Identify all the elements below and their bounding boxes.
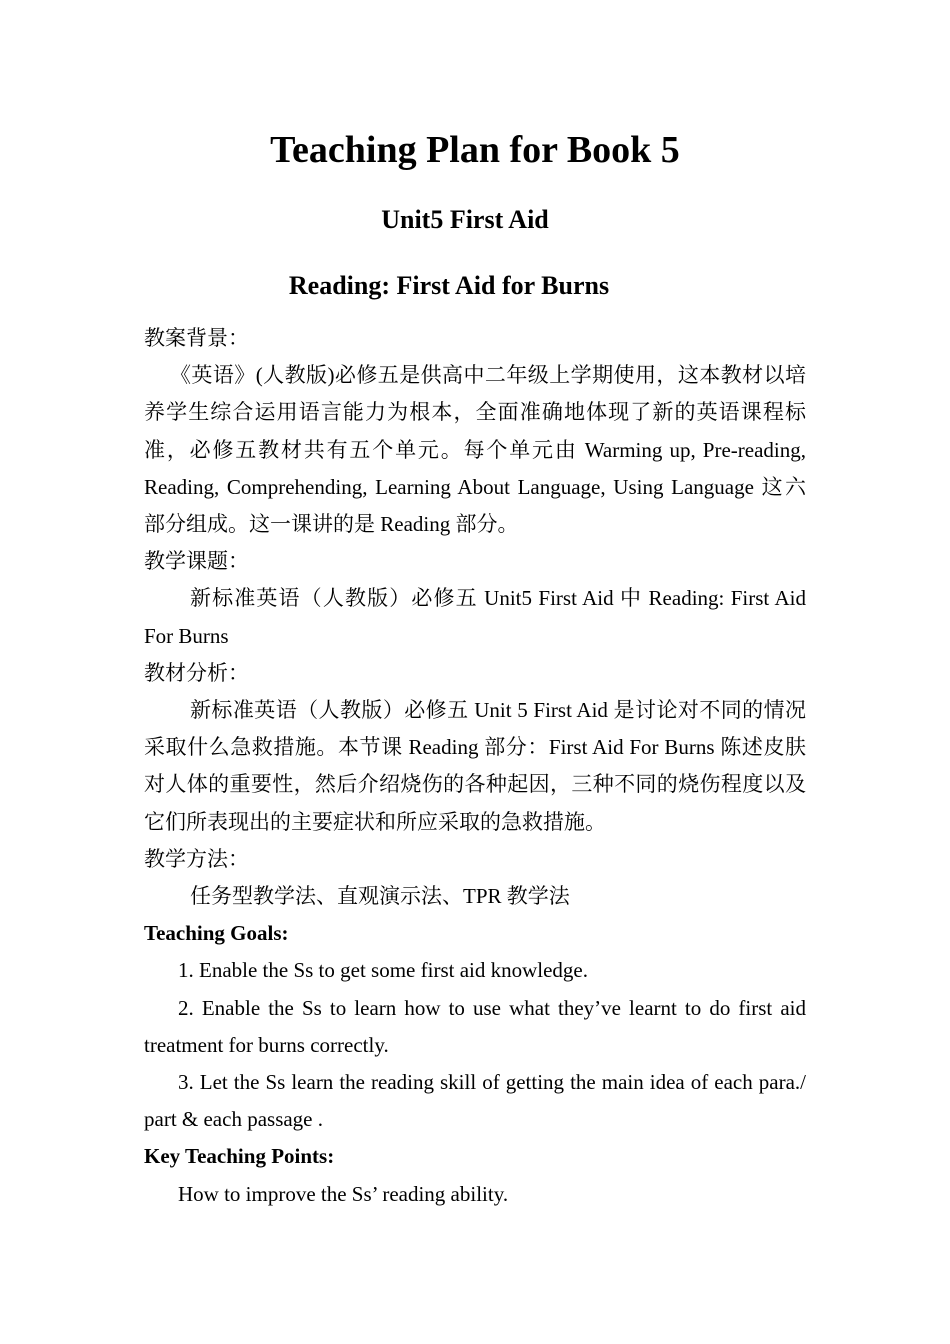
unit-title: Unit5 First Aid — [381, 205, 549, 234]
methods-heading: 教学方法： — [144, 846, 249, 871]
topic-heading: 教学课题： — [144, 549, 249, 574]
goal-item: 1. Enable the Ss to get some first aid knowledge. — [178, 958, 589, 983]
goal-item: 2. Enable the Ss to learn how to use what they’ve learnt to do first aid treatment for burns correctly. — [144, 995, 806, 1057]
goals-heading: Teaching Goals: — [144, 921, 289, 946]
document-title: Teaching Plan for Book 5 — [270, 129, 680, 171]
goal-item: 3. Let the Ss learn the reading skill of getting the main idea of each para./ part & each passage . — [144, 1070, 806, 1132]
document-body — [144, 320, 806, 1213]
analysis-heading: 教材分析： — [144, 660, 249, 685]
methods-paragraph: 任务型教学法、直观演示法、TPR 教学法 — [190, 884, 570, 909]
analysis-paragraph: 新标准英语（人教版）必修五 Unit 5 First Aid 是讨论对不同的情况采取什么急救措施。本节课 Reading 部分：First Aid For Burns 陈述皮肤对人体的重要性，然后介绍烧伤的各种起因，三种不同的烧伤程度以及它们所表现出的主要症状和所应采取的急救措施。 — [144, 698, 806, 834]
key-points-paragraph: How to improve the Ss’ reading ability. — [178, 1181, 509, 1206]
key-points-heading: Key Teaching Points: — [144, 1144, 335, 1169]
topic-paragraph: 新标准英语（人教版）必修五 Unit5 First Aid 中 Reading: First Aid For Burns — [144, 586, 806, 648]
background-paragraph: 《英语》(人教版)必修五是供高中二年级上学期使用，这本教材以培养学生综合运用语言能力为根本，全面准确地体现了新的英语课程标准，必修五教材共有五个单元。每个单元由 Warming up, Pre-reading, Reading, Comprehending, Learning About Language, Using Language 这六部分组成。这一课讲的是 Reading 部分。 — [144, 363, 806, 537]
reading-title: Reading: First Aid for Burns — [288, 271, 610, 300]
background-heading: 教案背景： — [144, 326, 249, 350]
